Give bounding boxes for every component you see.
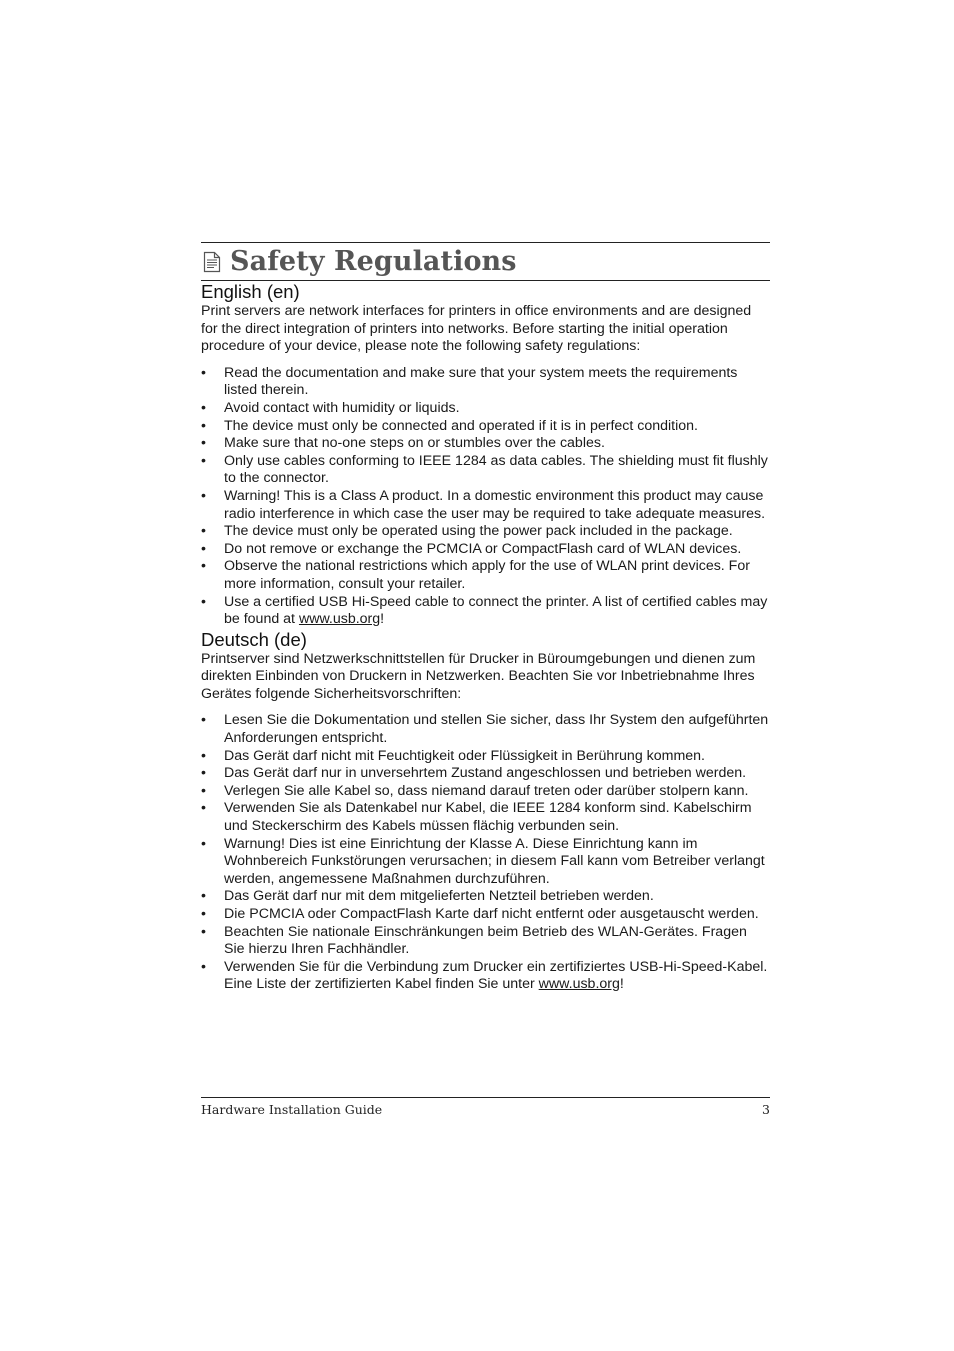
list-item-text: Do not remove or exchange the PCMCIA or CompactFlash card of WLAN devices. xyxy=(224,540,742,557)
list-item xyxy=(201,435,770,453)
bullet-icon: • xyxy=(201,417,206,434)
usb-org-link[interactable]: www.usb.org xyxy=(298,611,381,628)
english-rules-list xyxy=(201,365,770,629)
list-item-text: The device must only be connected and operated if it is in perfect condition. xyxy=(224,417,698,434)
page-title: Safety Regulations xyxy=(230,246,517,277)
list-item-text: The device must only be operated using the power pack included in the package. xyxy=(224,523,733,540)
bullet-icon: • xyxy=(201,765,206,782)
deutsch-rules-list xyxy=(201,712,770,994)
list-item xyxy=(201,523,770,541)
bullet-icon: • xyxy=(201,399,206,416)
list-item-text: Observe the national restrictions which apply for the use of WLAN print devices. For more information, consult your retailer. xyxy=(224,558,750,592)
page-footer xyxy=(201,1097,770,1117)
section-heading-english: English (en) xyxy=(201,281,300,302)
list-item-text: Warning! This is a Class A product. In a domestic environment this product may cause radio interference in which case the user may be required to take adequate measures. xyxy=(224,487,766,522)
list-item-text-suffix: ! xyxy=(380,611,385,628)
bullet-icon: • xyxy=(201,487,206,504)
bullet-icon: • xyxy=(201,558,206,575)
title-bar xyxy=(201,242,770,281)
list-item xyxy=(201,959,770,994)
footer-page-number: 3 xyxy=(762,1102,770,1117)
section-heading-deutsch: Deutsch (de) xyxy=(201,628,307,650)
list-item xyxy=(201,400,770,418)
list-item-text: Verlegen Sie alle Kabel so, dass niemand darauf treten oder darüber stolpern kann. xyxy=(224,782,749,799)
english-intro: Print servers are network interfaces for printers in office environments and are designed for the direct integration of printers into networks. Before starting the initial operation procedure of your device, please note the following safety regulations: xyxy=(201,303,752,355)
bullet-icon: • xyxy=(201,747,206,764)
bullet-icon: • xyxy=(201,435,206,452)
list-item-text: Die PCMCIA oder CompactFlash Karte darf nicht entfernt oder ausgetauscht werden. xyxy=(224,906,759,922)
list-item-text: Verwenden Sie für die Verbindung zum Drucker ein zertifiziertes USB-Hi-Speed-Kabel. Eine Liste der zertifizierten Kabel finden Sie unter xyxy=(224,958,768,993)
bullet-icon: • xyxy=(201,835,206,852)
bullet-icon: • xyxy=(201,364,206,381)
list-item xyxy=(201,453,770,488)
bullet-icon: • xyxy=(201,923,206,940)
list-item xyxy=(201,558,770,593)
list-item xyxy=(201,836,770,889)
bullet-icon: • xyxy=(201,712,206,729)
document-icon xyxy=(203,251,221,273)
deutsch-intro: Printserver sind Netzwerkschnittstellen für Drucker in Büroumgebungen und dienen zum direkten Einbinden von Druckern in Netzwerken. Beachten Sie vor Inbetriebnahme Ihres Gerätes folgende Sicherheitsvorschriften: xyxy=(201,650,756,702)
list-item-text: Use a certified USB Hi-Speed cable to connect the printer. A list of certified cables may be found at xyxy=(224,593,768,628)
list-item xyxy=(201,765,770,783)
list-item xyxy=(201,418,770,436)
bullet-icon: • xyxy=(201,523,206,540)
list-item xyxy=(201,783,770,801)
bullet-icon: • xyxy=(201,800,206,817)
bullet-icon: • xyxy=(201,593,206,610)
list-item-text: Das Gerät darf nur mit dem mitgelieferten Netzteil betrieben werden. xyxy=(224,888,654,905)
bullet-icon: • xyxy=(201,782,206,799)
list-item-text: Das Gerät darf nur in unversehrtem Zustand angeschlossen und betrieben werden. xyxy=(224,765,747,782)
list-item-text: Only use cables conforming to IEEE 1284 as data cables. The shielding must fit flushly to the connector. xyxy=(224,452,768,487)
list-item-text: Beachten Sie nationale Einschränkungen beim Betrieb des WLAN-Gerätes. Fragen Sie hierzu Ihren Fachhändler. xyxy=(224,923,747,958)
list-item-text-suffix: ! xyxy=(619,976,624,993)
list-item-text: Lesen Sie die Dokumentation und stellen Sie sicher, dass Ihr System den aufgeführten Anforderungen entspricht. xyxy=(224,712,769,747)
bullet-icon: • xyxy=(201,958,206,975)
list-item-text: Read the documentation and make sure that your system meets the requirements listed therein. xyxy=(224,364,738,399)
list-item xyxy=(201,906,770,924)
list-item xyxy=(201,365,770,400)
list-item-text: Warnung! Dies ist eine Einrichtung der Klasse A. Diese Einrichtung kann im Wohnbereich Funkstörungen verursachen; in diesem Fall kann vom Betreiber verlangt werden, angemessene Maßnahmen durchzuführen. xyxy=(224,835,765,887)
list-item-text: Verwenden Sie als Datenkabel nur Kabel, die IEEE 1284 konform sind. Kabelschirm und Steckerschirm des Kabels müssen flächig verbunden sein. xyxy=(224,800,752,835)
list-item-text: Avoid contact with humidity or liquids. xyxy=(224,399,460,416)
bullet-icon: • xyxy=(201,906,206,922)
list-item xyxy=(201,924,770,959)
list-item xyxy=(201,748,770,766)
list-item-text: Make sure that no-one steps on or stumbles over the cables. xyxy=(224,435,605,452)
page-content xyxy=(201,242,770,994)
list-item xyxy=(201,800,770,835)
bullet-icon: • xyxy=(201,540,206,557)
list-item xyxy=(201,594,770,629)
list-item xyxy=(201,712,770,747)
footer-document-title: Hardware Installation Guide xyxy=(201,1102,383,1117)
list-item xyxy=(201,541,770,559)
bullet-icon: • xyxy=(201,452,206,469)
usb-org-link[interactable]: www.usb.org xyxy=(538,976,620,993)
list-item xyxy=(201,488,770,523)
bullet-icon: • xyxy=(201,888,206,905)
list-item-text: Das Gerät darf nicht mit Feuchtigkeit oder Flüssigkeit in Berührung kommen. xyxy=(224,747,706,764)
list-item xyxy=(201,888,770,906)
